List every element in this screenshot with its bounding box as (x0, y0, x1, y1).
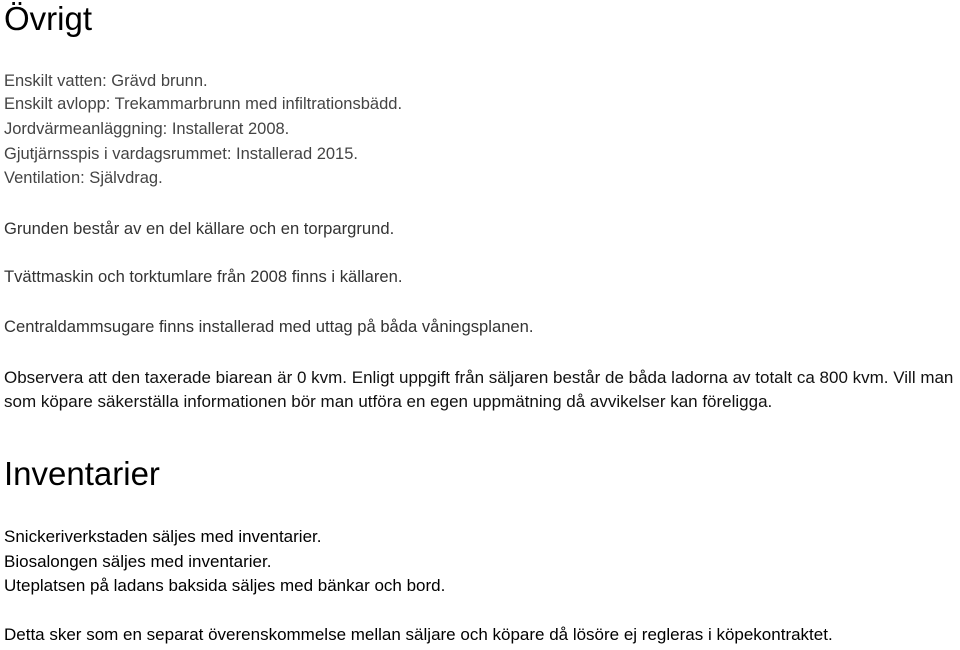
section-heading-ovrigt: Övrigt (4, 0, 93, 37)
paragraph-observera: Observera att den taxerade biarean är 0 kvm. Enligt uppgift från säljaren består de båda ladorna av totalt ca 800 kvm. Vill man som köpare säkerställa informationen bör man utföra en egen uppmätning då avvikelser kan föreligga. (4, 368, 954, 411)
section-heading-inventarier: Inventarier (4, 455, 160, 492)
inventarier-line-uteplats: Uteplatsen på ladans baksida säljes med bänkar och bord. (4, 576, 446, 595)
inventarier-line-biosalong: Biosalongen säljes med inventarier. (4, 552, 272, 571)
paragraph-grunden: Grunden består av en del källare och en torpargrund. (4, 219, 395, 238)
info-line-jordvarme: Jordvärmeanläggning: Installerat 2008. (4, 120, 290, 138)
inventarier-line-snickeri: Snickeriverkstaden säljes med inventarier. (4, 527, 322, 546)
paragraph-tvattmaskin: Tvättmaskin och torktumlare från 2008 finns i källaren. (4, 267, 403, 286)
info-line-vatten: Enskilt vatten: Grävd brunn. (4, 72, 208, 90)
info-line-avlopp: Enskilt avlopp: Trekammarbrunn med infiltrationsbädd. (4, 95, 403, 113)
info-line-spis: Gjutjärnsspis i vardagsrummet: Installerad 2015. (4, 145, 358, 163)
paragraph-centraldammsugare: Centraldammsugare finns installerad med uttag på båda våningsplanen. (4, 317, 534, 336)
info-line-ventilation: Ventilation: Självdrag. (4, 169, 163, 187)
inventarier-note: Detta sker som en separat överenskommelse mellan säljare och köpare då lösöre ej regleras i köpekontraktet. (4, 625, 833, 644)
